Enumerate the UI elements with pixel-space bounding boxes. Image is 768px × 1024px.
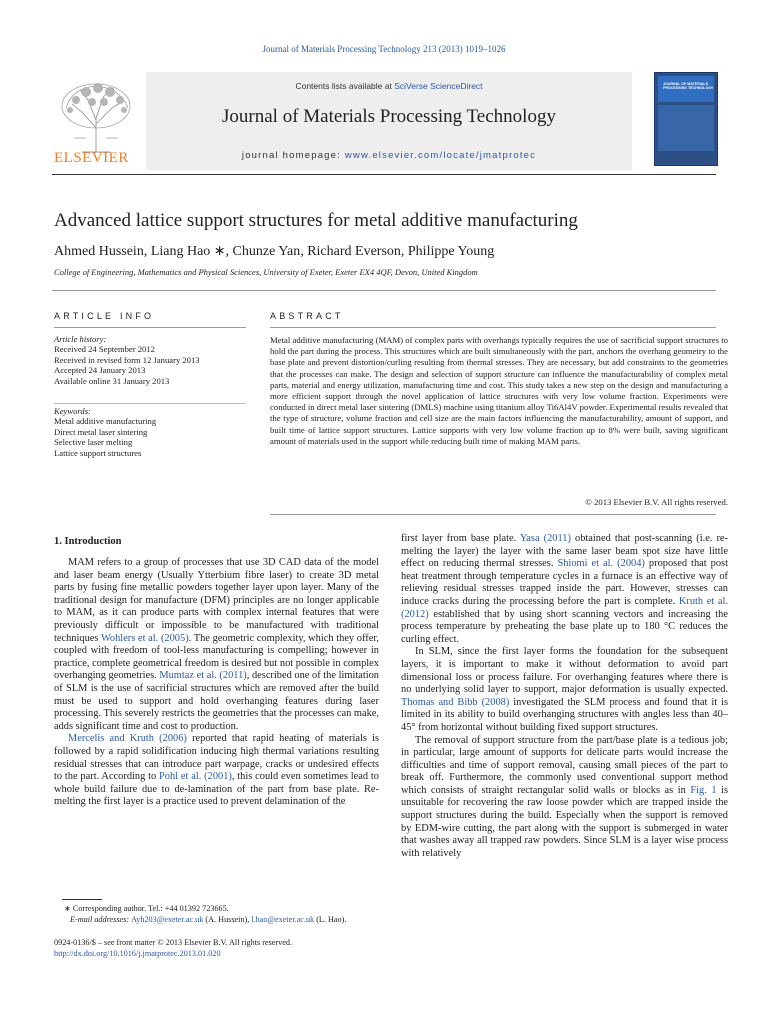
- doi-link[interactable]: http://dx.doi.org/10.1016/j.jmatprotec.2013.01.020: [54, 949, 221, 958]
- history-online: Available online 31 January 2013: [54, 375, 170, 386]
- keyword-item: Direct metal laser sintering: [54, 426, 148, 437]
- paragraph: [401, 646, 728, 734]
- abstract-heading: ABSTRACT: [270, 311, 344, 321]
- body-column-left: [54, 557, 379, 809]
- cover-body: [658, 105, 714, 151]
- history-label: Article history:: [54, 334, 107, 344]
- paragraph: [54, 733, 379, 809]
- email-link-hao[interactable]: l.hao@exeter.ac.uk: [251, 915, 315, 924]
- history-revised: Received in revised form 12 January 2013: [54, 354, 200, 365]
- contents-line: [146, 81, 632, 91]
- body-text: The removal of support structure from the part/base plate is a tedious job; in particular, large amount of supports for delicate parts would increase the difficulties and time of support removal, causing small pieces of the part to break off. Furthermore, the commonly used conventional support method which consists of straight rectangular solid walls or blocks as in: [401, 734, 728, 796]
- paragraph: [401, 533, 728, 646]
- journal-cover-image[interactable]: [654, 72, 718, 166]
- contents-prefix: Contents lists available at: [295, 81, 395, 91]
- body-column-right: [401, 533, 728, 860]
- cover-band: [658, 76, 714, 102]
- article-info-heading: ARTICLE INFO: [54, 311, 155, 321]
- keyword-item: Selective laser melting: [54, 437, 133, 448]
- paragraph: [401, 735, 728, 861]
- body-text: proposed that post heat treatment through temperature cycles in a furnace is an effective way of relieving residual stresses trapped inside the part. However, stresses can induce cracks during the processing before the part is complete.: [401, 558, 728, 607]
- body-text: MAM refers to a group of processes that use 3D CAD data of the model and laser beam energy (Usually Ytterbium fibre laser) to create 3D metal parts by fusing fine metallic powders together layer upon layer. Many of the traditional design for manufacture (DFM) principles are no longer applicable to MAM, as it can produce parts with complex internal features that were previously difficult or impossible to be manufactured with traditional techniques: [54, 557, 379, 644]
- body-text: . The geometric complexity, which they offer, coupled with freedom of tool-less manufacturing is compelling; however in practice, complete geometrical freedom is desired but not possible in complex overhanging geometries.: [54, 632, 379, 682]
- affiliation-divider: [52, 290, 716, 291]
- journal-header: [52, 72, 716, 170]
- abstract-divider-top: [270, 327, 716, 328]
- body-text: , described one of the limitation of SLM is the use of sacrificial structures which are removed after the build must be used to support and hold overhanging features during laser processing. This severely restricts the geometries that the processes can make, adds significant time and cost to production.: [54, 670, 379, 732]
- citation-link[interactable]: Yasa (2011): [519, 533, 571, 544]
- keywords-divider: [54, 403, 246, 404]
- front-matter-info: [54, 937, 384, 959]
- email-note: [58, 914, 388, 925]
- homepage-prefix: journal homepage:: [241, 150, 345, 161]
- keywords: [54, 406, 254, 458]
- body-text: obtained that post-scanning (i.e. re-melting the layer) the layer with the same laser beam spot size have little effect on reducing thermal stresses.: [401, 533, 728, 570]
- abstract-divider-bottom: [270, 514, 716, 515]
- article-title: Advanced lattice support structures for metal additive manufacturing: [54, 210, 578, 231]
- body-text: is unsuitable for recovering the raw loose powder which are trapped inside the support structures during the build. Especially when the support is removed by EDM-wire cutting, the part along with the support is submerged in water that washes away all trapped raw powders. Since SLM is a layer wise process with relatively: [401, 784, 728, 859]
- journal-reference[interactable]: Journal of Materials Processing Technology 213 (2013) 1019–1026: [262, 44, 506, 54]
- body-text: established that by using short scanning vectors and increasing the process temperature by preheating the base plate up to 180 °C reduces the curling effect.: [401, 608, 728, 645]
- author-affiliation: College of Engineering, Mathematics and Physical Sciences, University of Exeter, Exeter EX4 4QF, Devon, United Kingdom: [54, 267, 478, 277]
- history-received: Received 24 September 2012: [54, 344, 155, 355]
- citation-link[interactable]: Mumtaz et al. (2011): [159, 670, 247, 682]
- cover-title: JOURNAL OF MATERIALS PROCESSING TECHNOLOGY: [663, 82, 714, 91]
- citation-link[interactable]: Kruth et al. (2012): [401, 595, 728, 620]
- email-label: E-mail addresses:: [70, 915, 132, 924]
- publisher-name: ELSEVIER: [54, 150, 129, 166]
- email-link-hussein[interactable]: Ayh203@exeter.ac.uk: [131, 915, 204, 924]
- keyword-item: Lattice support structures: [54, 447, 142, 458]
- body-text: investigated the SLM process and found that it is limited in its ability to build overhanging structures with angles less than 40–45° from horizontal without building fixed support structures.: [401, 696, 729, 733]
- citation-link[interactable]: Thomas and Bibb (2008): [401, 696, 510, 708]
- body-text: first layer from base plate.: [401, 533, 520, 544]
- body-text: reported that rapid heating of materials is followed by a rapid solidification inducing high thermal variations resulting residual stresses that can introduce part warpage, cracks or undesired effects to the part. According to: [54, 733, 380, 783]
- keyword-item: Metal additive manufacturing: [54, 416, 157, 427]
- email-name-hussein: (A. Hussein),: [203, 915, 252, 924]
- citation-link[interactable]: Shiomi et al. (2004): [557, 558, 645, 570]
- article-info-divider: [54, 327, 246, 328]
- sciencedirect-link[interactable]: SciVerse ScienceDirect: [394, 81, 483, 91]
- article-history: [54, 334, 254, 386]
- header-divider: [52, 174, 716, 175]
- homepage-link[interactable]: www.elsevier.com/locate/jmatprotec: [344, 150, 537, 161]
- citation-link[interactable]: Pohl et al. (2001): [159, 771, 232, 783]
- homepage-line: [146, 150, 632, 161]
- abstract-text: Metal additive manufacturing (MAM) of complex parts with overhangs typically requires the use of sacrificial support structures to hold the part during the process. This structures which are built simultaneously with the part, anchors the overhang geometry to the base plate and prevent distortion/curling resulting from thermal stresses. They are necessary, but add constraints to the geometries that the processes can make. The design and selection of support structure can influence the manufacturability of complex metal parts, material and energy utilization, manufacturing time and cost. This study takes a new step on the design and manufacturing a more efficient support through the novel application of lattice structures with very low volume fraction. Experiments were conducted in direct metal laser sintering (DMLS) machine using titanium alloy Ti6Al4V powder. Experimental results revealed that the type of structure, volume fraction and cell size are the main factors influencing the manufacturability, amount of support, and built time of lattice support structures. Lattice supports with very low volume fraction up to 8% were built, saving significant amount of materials used in the support while reducing built time of making MAM parts.: [270, 335, 729, 446]
- article-authors: Ahmed Hussein, Liang Hao ∗, Chunze Yan, Richard Everson, Philippe Young: [54, 244, 495, 259]
- body-text: In SLM, since the first layer forms the foundation for the subsequent layers, it is important to make it without deformation to avoid part dimensional loss or process failure. For overhanging features where there is no underlying solid layer to support, major deformation is usually expected.: [401, 646, 728, 696]
- section-heading-introduction: 1. Introduction: [54, 536, 122, 547]
- paragraph: [54, 557, 379, 733]
- history-accepted: Accepted 24 January 2013: [54, 365, 146, 376]
- keywords-label: Keywords:: [54, 406, 91, 416]
- footnote-divider: [62, 899, 102, 900]
- citation-link[interactable]: Fig. 1: [690, 784, 717, 796]
- body-text: , this could even sometimes lead to whole build failure due to de-lamination of the part from base plate. Re-melting the first layer is a practice used to prevent delamination of the: [54, 771, 379, 808]
- citation-link[interactable]: Wohlers et al. (2005): [100, 632, 189, 644]
- issn-line: 0924-0136/$ – see front matter © 2013 Elsevier B.V. All rights reserved.: [54, 938, 293, 947]
- corresponding-author-note: ∗ Corresponding author. Tel.: +44 01392 723665.: [64, 904, 229, 913]
- citation-link[interactable]: Mercelis and Kruth (2006): [68, 733, 187, 745]
- abstract-copyright: © 2013 Elsevier B.V. All rights reserved.: [585, 497, 728, 507]
- journal-title: Journal of Materials Processing Technology: [222, 106, 556, 127]
- journal-banner: [146, 72, 632, 170]
- email-name-hao: (L. Hao).: [314, 915, 347, 924]
- footnotes: [58, 903, 388, 925]
